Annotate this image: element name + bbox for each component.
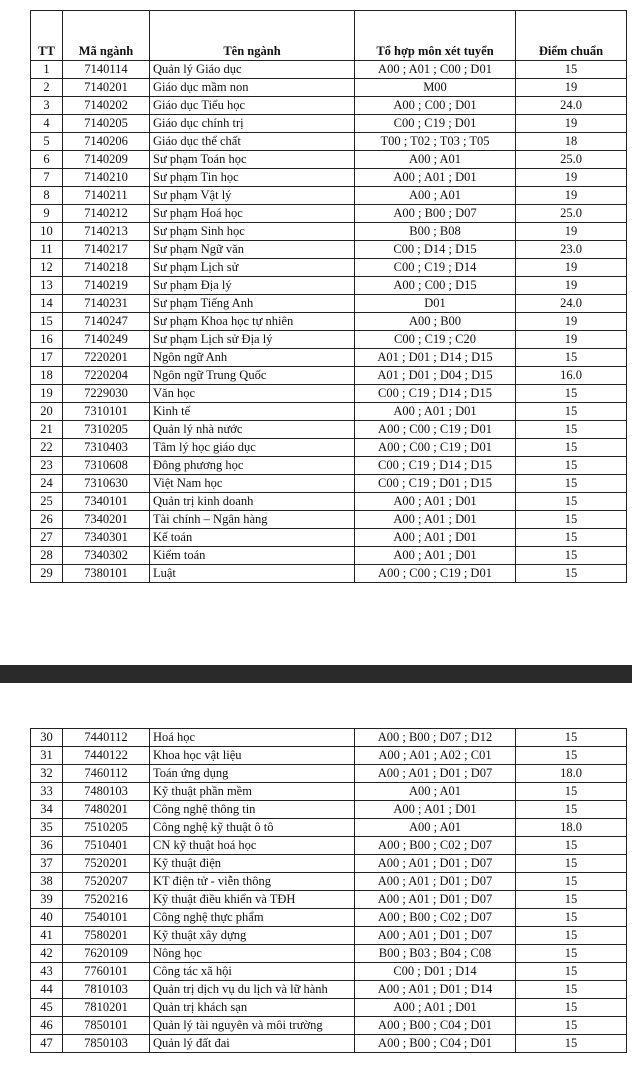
table-row	[31, 945, 627, 963]
cell-name: Giáo dục chính trị	[150, 115, 355, 133]
cell-combo: A00 ; A01	[355, 187, 516, 205]
cell-tt: 24	[31, 475, 63, 493]
table-row	[31, 547, 627, 565]
cell-combo: A00 ; B00 ; C04 ; D01	[355, 1035, 516, 1053]
cell-combo: A00 ; A01 ; D01	[355, 169, 516, 187]
cell-combo: A00 ; C00 ; D01	[355, 97, 516, 115]
table-row	[31, 313, 627, 331]
cell-code: 7140219	[63, 277, 150, 295]
cell-code: 7229030	[63, 385, 150, 403]
table-row	[31, 241, 627, 259]
table-row	[31, 819, 627, 837]
table-row	[31, 475, 627, 493]
cell-code: 7380101	[63, 565, 150, 583]
table-row	[31, 331, 627, 349]
cell-tt: 11	[31, 241, 63, 259]
cell-combo: A00 ; A01 ; D01 ; D07	[355, 855, 516, 873]
cell-code: 7140249	[63, 331, 150, 349]
cell-tt: 25	[31, 493, 63, 511]
cell-code: 7140247	[63, 313, 150, 331]
cell-combo: C00 ; C19 ; D01 ; D15	[355, 475, 516, 493]
cell-combo: A00 ; C00 ; D15	[355, 277, 516, 295]
cell-combo: A01 ; D01 ; D14 ; D15	[355, 349, 516, 367]
cell-code: 7520216	[63, 891, 150, 909]
cell-name: Công tác xã hội	[150, 963, 355, 981]
cell-name: Khoa học vật liệu	[150, 747, 355, 765]
cell-name: Sư phạm Lịch sử	[150, 259, 355, 277]
table-row	[31, 439, 627, 457]
table-row	[31, 403, 627, 421]
table-body-bottom	[31, 729, 627, 1053]
table-row	[31, 909, 627, 927]
table-row	[31, 729, 627, 747]
cell-name: Luật	[150, 565, 355, 583]
cell-name: Sư phạm Toán học	[150, 151, 355, 169]
cell-name: Kỹ thuật xây dựng	[150, 927, 355, 945]
cell-combo: A00 ; A01 ; D01 ; D14	[355, 981, 516, 999]
cell-name: Quản lý đất đai	[150, 1035, 355, 1053]
cell-name: Công nghệ thông tin	[150, 801, 355, 819]
table-row	[31, 169, 627, 187]
cell-combo: A00 ; C00 ; C19 ; D01	[355, 421, 516, 439]
table-row	[31, 295, 627, 313]
cell-combo: C00 ; D14 ; D15	[355, 241, 516, 259]
cell-score: 15	[516, 439, 627, 457]
cell-combo: C00 ; C19 ; D14 ; D15	[355, 385, 516, 403]
cell-name: Sư phạm Vật lý	[150, 187, 355, 205]
cell-code: 7140205	[63, 115, 150, 133]
cell-tt: 14	[31, 295, 63, 313]
cell-code: 7220201	[63, 349, 150, 367]
table-row	[31, 421, 627, 439]
cell-score: 24.0	[516, 295, 627, 313]
cell-code: 7140212	[63, 205, 150, 223]
cell-score: 18.0	[516, 819, 627, 837]
cell-combo: A00 ; B00 ; C02 ; D07	[355, 909, 516, 927]
cell-tt: 38	[31, 873, 63, 891]
admission-table-bottom	[30, 728, 627, 1053]
table-row	[31, 223, 627, 241]
cell-score: 24.0	[516, 97, 627, 115]
cell-code: 7340302	[63, 547, 150, 565]
cell-score: 15	[516, 61, 627, 79]
table-row	[31, 981, 627, 999]
cell-tt: 4	[31, 115, 63, 133]
cell-code: 7140218	[63, 259, 150, 277]
cell-combo: A00 ; C00 ; C19 ; D01	[355, 439, 516, 457]
cell-tt: 37	[31, 855, 63, 873]
table-row	[31, 837, 627, 855]
cell-tt: 9	[31, 205, 63, 223]
cell-code: 7850101	[63, 1017, 150, 1035]
cell-score: 19	[516, 277, 627, 295]
cell-code: 7810103	[63, 981, 150, 999]
cell-name: Toán ứng dụng	[150, 765, 355, 783]
cell-tt: 26	[31, 511, 63, 529]
cell-code: 7140211	[63, 187, 150, 205]
cell-name: Hoá học	[150, 729, 355, 747]
cell-code: 7850103	[63, 1035, 150, 1053]
cell-name: Kỹ thuật điều khiển và TĐH	[150, 891, 355, 909]
cell-tt: 12	[31, 259, 63, 277]
cell-score: 15	[516, 1017, 627, 1035]
cell-score: 15	[516, 873, 627, 891]
cell-combo: A00 ; A01 ; D01	[355, 493, 516, 511]
cell-code: 7440112	[63, 729, 150, 747]
cell-combo: A00 ; A01 ; D01	[355, 529, 516, 547]
cell-score: 16.0	[516, 367, 627, 385]
table-row	[31, 367, 627, 385]
cell-code: 7440122	[63, 747, 150, 765]
cell-tt: 33	[31, 783, 63, 801]
cell-combo: C00 ; C19 ; C20	[355, 331, 516, 349]
cell-name: Công nghệ kỹ thuật ô tô	[150, 819, 355, 837]
cell-code: 7140209	[63, 151, 150, 169]
cell-tt: 13	[31, 277, 63, 295]
cell-score: 15	[516, 349, 627, 367]
header-name: Tên ngành	[150, 11, 355, 61]
cell-code: 7310630	[63, 475, 150, 493]
cell-code: 7460112	[63, 765, 150, 783]
cell-score: 15	[516, 963, 627, 981]
cell-name: Quản lý tài nguyên và môi trường	[150, 1017, 355, 1035]
cell-code: 7310608	[63, 457, 150, 475]
cell-combo: A00 ; A01 ; C00 ; D01	[355, 61, 516, 79]
cell-combo: A00 ; A01	[355, 819, 516, 837]
cell-combo: C00 ; C19 ; D14 ; D15	[355, 457, 516, 475]
cell-score: 15	[516, 981, 627, 999]
table-row	[31, 277, 627, 295]
cell-score: 15	[516, 909, 627, 927]
cell-combo: A01 ; D01 ; D04 ; D15	[355, 367, 516, 385]
cell-tt: 41	[31, 927, 63, 945]
cell-combo: A00 ; A01 ; D01 ; D07	[355, 765, 516, 783]
admission-table-top	[30, 10, 627, 583]
cell-code: 7340101	[63, 493, 150, 511]
cell-name: Quản trị kinh doanh	[150, 493, 355, 511]
table-header-row	[31, 11, 627, 61]
cell-score: 15	[516, 403, 627, 421]
cell-code: 7520207	[63, 873, 150, 891]
cell-score: 25.0	[516, 205, 627, 223]
cell-combo: A00 ; A01 ; D01	[355, 511, 516, 529]
table-row	[31, 801, 627, 819]
cell-combo: A00 ; A01 ; A02 ; C01	[355, 747, 516, 765]
cell-tt: 39	[31, 891, 63, 909]
cell-name: Sư phạm Khoa học tự nhiên	[150, 313, 355, 331]
table-row	[31, 891, 627, 909]
cell-score: 15	[516, 1035, 627, 1053]
cell-tt: 17	[31, 349, 63, 367]
cell-combo: C00 ; C19 ; D14	[355, 259, 516, 277]
cell-score: 15	[516, 565, 627, 583]
table-row	[31, 61, 627, 79]
cell-name: Tâm lý học giáo dục	[150, 439, 355, 457]
cell-score: 15	[516, 945, 627, 963]
table-row	[31, 511, 627, 529]
cell-tt: 30	[31, 729, 63, 747]
cell-name: Kế toán	[150, 529, 355, 547]
cell-combo: A00 ; B00 ; D07	[355, 205, 516, 223]
cell-tt: 31	[31, 747, 63, 765]
cell-tt: 21	[31, 421, 63, 439]
cell-code: 7140217	[63, 241, 150, 259]
cell-name: Sư phạm Sinh học	[150, 223, 355, 241]
cell-tt: 10	[31, 223, 63, 241]
table-row	[31, 493, 627, 511]
table-row	[31, 133, 627, 151]
cell-name: Giáo dục thể chất	[150, 133, 355, 151]
cell-code: 7140201	[63, 79, 150, 97]
cell-name: Giáo dục mầm non	[150, 79, 355, 97]
cell-name: Kiểm toán	[150, 547, 355, 565]
table-row	[31, 963, 627, 981]
cell-name: Quản lý Giáo dục	[150, 61, 355, 79]
cell-tt: 23	[31, 457, 63, 475]
cell-combo: T00 ; T02 ; T03 ; T05	[355, 133, 516, 151]
cell-tt: 35	[31, 819, 63, 837]
cell-score: 15	[516, 729, 627, 747]
cell-tt: 15	[31, 313, 63, 331]
cell-tt: 16	[31, 331, 63, 349]
table-row	[31, 855, 627, 873]
cell-name: Sư phạm Địa lý	[150, 277, 355, 295]
cell-score: 15	[516, 457, 627, 475]
table-row	[31, 187, 627, 205]
cell-score: 19	[516, 79, 627, 97]
cell-code: 7510401	[63, 837, 150, 855]
cell-name: KT điện tử - viễn thông	[150, 873, 355, 891]
cell-combo: D01	[355, 295, 516, 313]
table-row	[31, 999, 627, 1017]
cell-score: 19	[516, 313, 627, 331]
table-row	[31, 747, 627, 765]
cell-code: 7140210	[63, 169, 150, 187]
cell-code: 7340301	[63, 529, 150, 547]
cell-name: Sư phạm Ngữ văn	[150, 241, 355, 259]
cell-tt: 40	[31, 909, 63, 927]
cell-score: 15	[516, 529, 627, 547]
header-code: Mã ngành	[63, 11, 150, 61]
cell-name: Sư phạm Tiếng Anh	[150, 295, 355, 313]
cell-name: Quản trị khách sạn	[150, 999, 355, 1017]
cell-score: 23.0	[516, 241, 627, 259]
cell-code: 7140231	[63, 295, 150, 313]
cell-score: 15	[516, 837, 627, 855]
table-row	[31, 259, 627, 277]
cell-tt: 19	[31, 385, 63, 403]
cell-tt: 45	[31, 999, 63, 1017]
cell-score: 15	[516, 385, 627, 403]
cell-combo: M00	[355, 79, 516, 97]
page-bottom	[0, 700, 632, 1065]
table-row	[31, 565, 627, 583]
cell-code: 7810201	[63, 999, 150, 1017]
cell-name: CN kỹ thuật hoá học	[150, 837, 355, 855]
cell-name: Ngôn ngữ Anh	[150, 349, 355, 367]
cell-tt: 46	[31, 1017, 63, 1035]
table-row	[31, 79, 627, 97]
cell-tt: 44	[31, 981, 63, 999]
cell-score: 19	[516, 115, 627, 133]
table-row	[31, 349, 627, 367]
cell-combo: A00 ; B00	[355, 313, 516, 331]
cell-tt: 29	[31, 565, 63, 583]
cell-name: Kỹ thuật phần mềm	[150, 783, 355, 801]
cell-combo: B00 ; B08	[355, 223, 516, 241]
cell-code: 7580201	[63, 927, 150, 945]
table-row	[31, 385, 627, 403]
cell-tt: 22	[31, 439, 63, 457]
cell-score: 25.0	[516, 151, 627, 169]
cell-tt: 20	[31, 403, 63, 421]
cell-score: 15	[516, 493, 627, 511]
cell-name: Việt Nam học	[150, 475, 355, 493]
cell-score: 15	[516, 421, 627, 439]
cell-score: 15	[516, 783, 627, 801]
cell-tt: 6	[31, 151, 63, 169]
cell-name: Quản lý nhà nước	[150, 421, 355, 439]
cell-code: 7520201	[63, 855, 150, 873]
cell-combo: A00 ; A01 ; D01 ; D07	[355, 891, 516, 909]
cell-tt: 47	[31, 1035, 63, 1053]
cell-name: Sư phạm Tin học	[150, 169, 355, 187]
cell-tt: 42	[31, 945, 63, 963]
cell-combo: C00 ; C19 ; D01	[355, 115, 516, 133]
cell-code: 7220204	[63, 367, 150, 385]
table-row	[31, 457, 627, 475]
cell-score: 19	[516, 259, 627, 277]
table-row	[31, 205, 627, 223]
page-divider	[0, 665, 632, 683]
cell-code: 7140213	[63, 223, 150, 241]
cell-combo: A00 ; A01 ; D01 ; D07	[355, 927, 516, 945]
cell-tt: 27	[31, 529, 63, 547]
cell-name: Công nghệ thực phẩm	[150, 909, 355, 927]
cell-tt: 7	[31, 169, 63, 187]
cell-score: 15	[516, 855, 627, 873]
table-row	[31, 1017, 627, 1035]
cell-score: 19	[516, 331, 627, 349]
cell-score: 15	[516, 927, 627, 945]
cell-code: 7140206	[63, 133, 150, 151]
cell-name: Kinh tế	[150, 403, 355, 421]
cell-combo: A00 ; B00 ; D07 ; D12	[355, 729, 516, 747]
cell-code: 7340201	[63, 511, 150, 529]
cell-name: Sư phạm Lịch sử Địa lý	[150, 331, 355, 349]
cell-name: Đông phương học	[150, 457, 355, 475]
cell-name: Giáo dục Tiểu học	[150, 97, 355, 115]
table-body-top	[31, 61, 627, 583]
cell-code: 7310101	[63, 403, 150, 421]
cell-combo: B00 ; B03 ; B04 ; C08	[355, 945, 516, 963]
cell-tt: 34	[31, 801, 63, 819]
cell-code: 7480201	[63, 801, 150, 819]
cell-score: 19	[516, 223, 627, 241]
cell-score: 15	[516, 547, 627, 565]
cell-combo: C00 ; D01 ; D14	[355, 963, 516, 981]
cell-tt: 18	[31, 367, 63, 385]
cell-score: 15	[516, 747, 627, 765]
cell-score: 15	[516, 801, 627, 819]
cell-name: Sư phạm Hoá học	[150, 205, 355, 223]
cell-tt: 8	[31, 187, 63, 205]
cell-combo: A00 ; C00 ; C19 ; D01	[355, 565, 516, 583]
cell-name: Kỹ thuật điện	[150, 855, 355, 873]
cell-tt: 1	[31, 61, 63, 79]
cell-combo: A00 ; A01 ; D01	[355, 801, 516, 819]
cell-combo: A00 ; A01 ; D01	[355, 403, 516, 421]
table-row	[31, 151, 627, 169]
cell-tt: 2	[31, 79, 63, 97]
cell-code: 7620109	[63, 945, 150, 963]
cell-combo: A00 ; B00 ; C04 ; D01	[355, 1017, 516, 1035]
header-tt: TT	[31, 11, 63, 61]
cell-code: 7310205	[63, 421, 150, 439]
table-row	[31, 873, 627, 891]
cell-tt: 3	[31, 97, 63, 115]
cell-code: 7310403	[63, 439, 150, 457]
header-score: Điểm chuẩn	[516, 11, 627, 61]
table-row	[31, 1035, 627, 1053]
cell-name: Quản trị dịch vụ du lịch và lữ hành	[150, 981, 355, 999]
table-row	[31, 783, 627, 801]
cell-tt: 32	[31, 765, 63, 783]
cell-code: 7480103	[63, 783, 150, 801]
cell-score: 15	[516, 999, 627, 1017]
cell-score: 18.0	[516, 765, 627, 783]
table-row	[31, 927, 627, 945]
cell-combo: A00 ; A01 ; D01	[355, 999, 516, 1017]
cell-score: 19	[516, 169, 627, 187]
table-row	[31, 529, 627, 547]
cell-combo: A00 ; A01 ; D01	[355, 547, 516, 565]
cell-score: 19	[516, 187, 627, 205]
cell-code: 7510205	[63, 819, 150, 837]
cell-name: Ngôn ngữ Trung Quốc	[150, 367, 355, 385]
cell-code: 7140202	[63, 97, 150, 115]
cell-tt: 28	[31, 547, 63, 565]
cell-code: 7540101	[63, 909, 150, 927]
table-row	[31, 97, 627, 115]
cell-tt: 5	[31, 133, 63, 151]
table-row	[31, 115, 627, 133]
cell-combo: A00 ; B00 ; C02 ; D07	[355, 837, 516, 855]
cell-name: Tài chính – Ngân hàng	[150, 511, 355, 529]
cell-name: Nông học	[150, 945, 355, 963]
cell-combo: A00 ; A01	[355, 783, 516, 801]
cell-code: 7140114	[63, 61, 150, 79]
cell-combo: A00 ; A01 ; D01 ; D07	[355, 873, 516, 891]
cell-name: Văn học	[150, 385, 355, 403]
header-combo: Tổ hợp môn xét tuyển	[355, 11, 516, 61]
cell-score: 18	[516, 133, 627, 151]
table-row	[31, 765, 627, 783]
cell-score: 15	[516, 475, 627, 493]
cell-tt: 43	[31, 963, 63, 981]
cell-combo: A00 ; A01	[355, 151, 516, 169]
cell-code: 7760101	[63, 963, 150, 981]
cell-score: 15	[516, 511, 627, 529]
cell-tt: 36	[31, 837, 63, 855]
cell-score: 15	[516, 891, 627, 909]
